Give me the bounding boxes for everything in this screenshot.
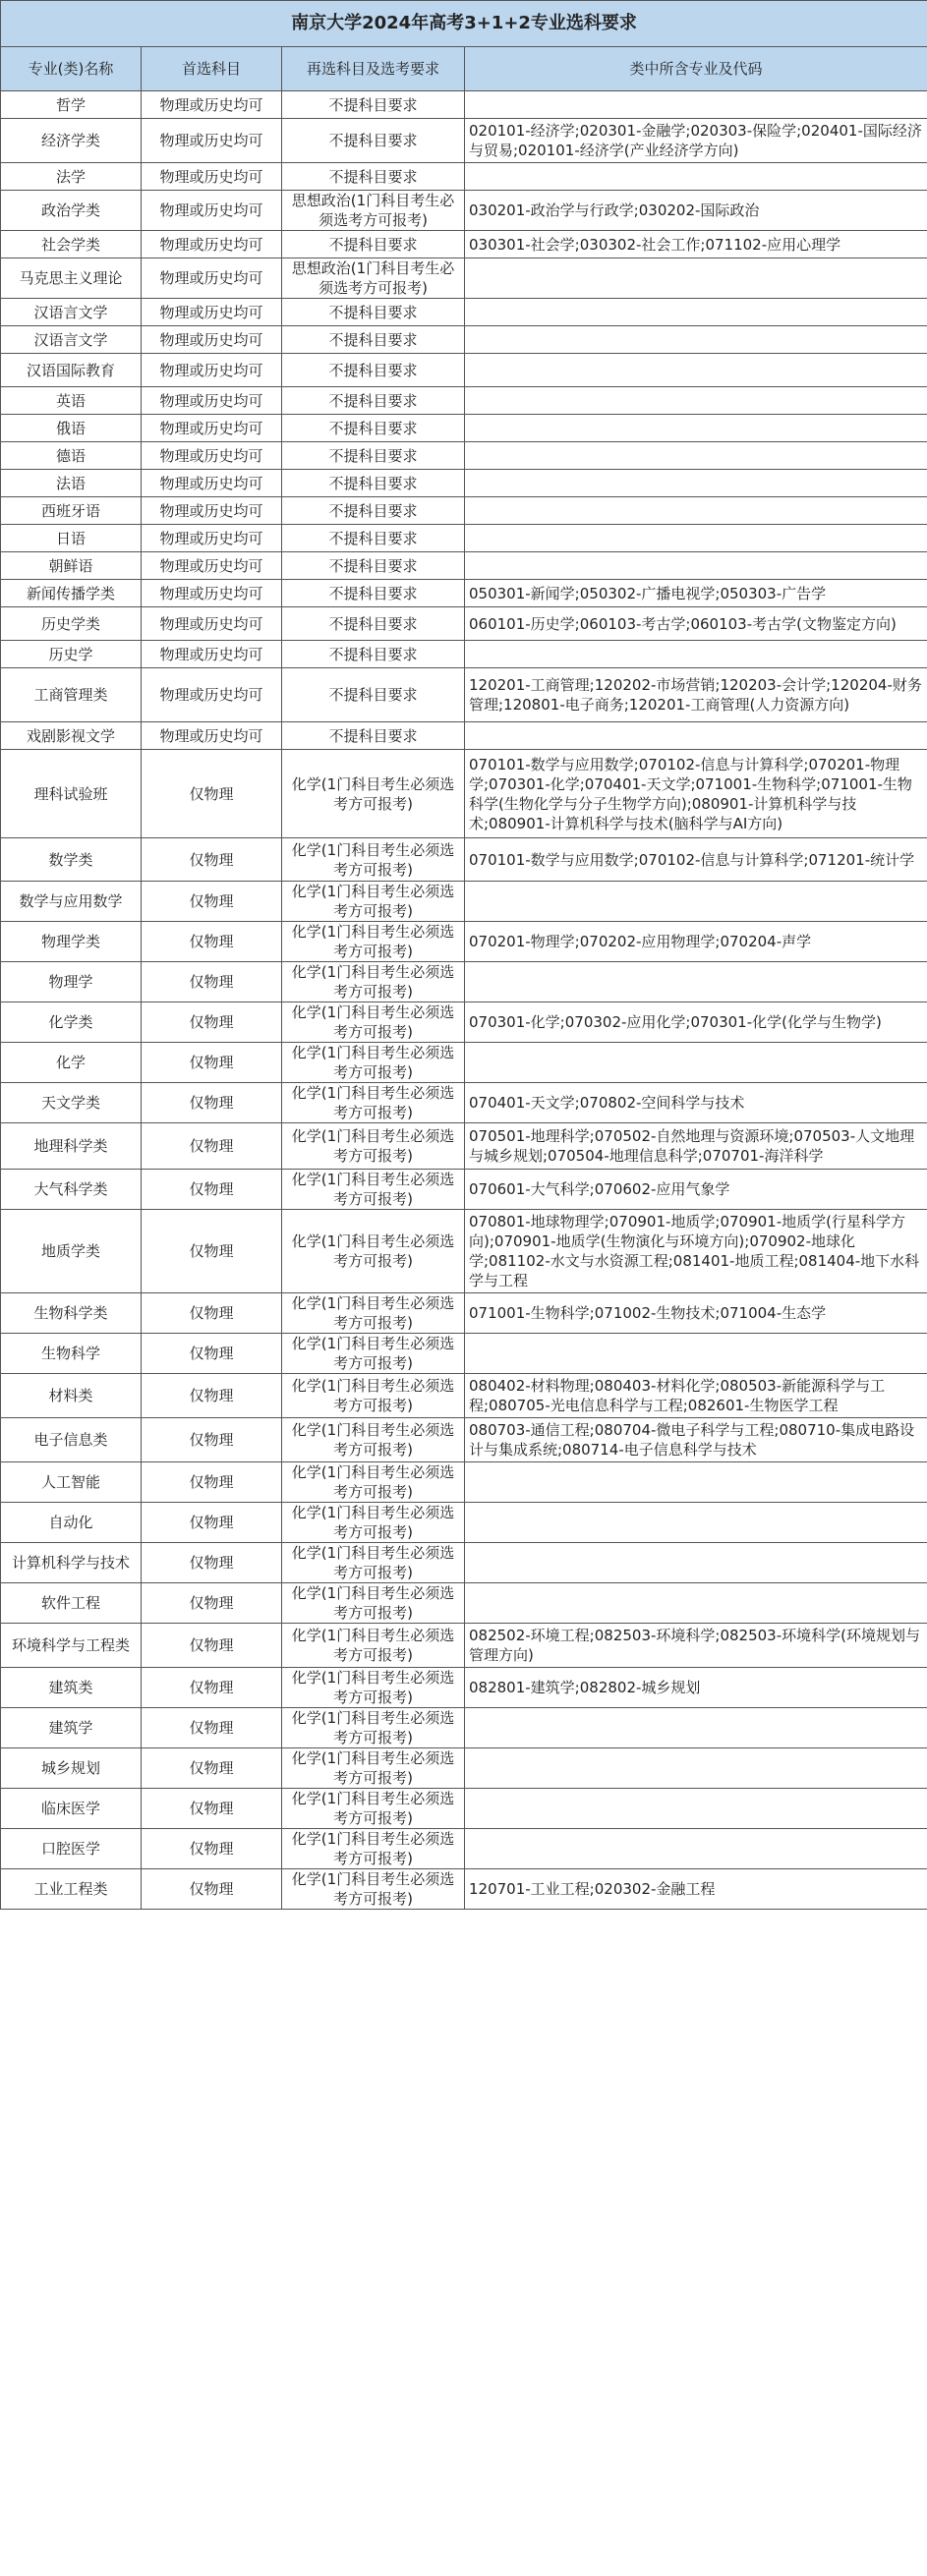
major-name-cell: 数学与应用数学 [1, 882, 142, 922]
major-name-cell: 天文学类 [1, 1083, 142, 1123]
second-subject-cell: 化学(1门科目考生必须选考方可报考) [282, 1123, 465, 1170]
table-row [1, 580, 927, 607]
major-name-cell: 俄语 [1, 415, 142, 442]
major-name-cell: 数学类 [1, 838, 142, 882]
table-row [1, 415, 927, 442]
table-row [1, 882, 927, 922]
first-subject-cell: 仅物理 [142, 1043, 282, 1083]
table-row [1, 1170, 927, 1210]
table-row [1, 1002, 927, 1043]
second-subject-cell: 不提科目要求 [282, 641, 465, 668]
included-majors-cell [465, 552, 927, 580]
first-subject-cell: 物理或历史均可 [142, 231, 282, 258]
included-majors-cell [465, 962, 927, 1002]
table-row [1, 442, 927, 470]
included-majors-cell: 030301-社会学;030302-社会工作;071102-应用心理学 [465, 231, 927, 258]
second-subject-cell: 不提科目要求 [282, 231, 465, 258]
first-subject-cell: 仅物理 [142, 1869, 282, 1910]
table-row [1, 1748, 927, 1789]
second-subject-cell: 化学(1门科目考生必须选考方可报考) [282, 922, 465, 962]
second-subject-cell: 不提科目要求 [282, 525, 465, 552]
included-majors-cell [465, 1334, 927, 1374]
table-body [1, 91, 927, 1910]
included-majors-cell: 070101-数学与应用数学;070102-信息与计算科学;071201-统计学 [465, 838, 927, 882]
included-majors-cell [465, 1708, 927, 1748]
included-majors-cell [465, 1789, 927, 1829]
included-majors-cell: 020101-经济学;020301-金融学;020303-保险学;020401-国际经济与贸易;020101-经济学(产业经济学方向) [465, 119, 927, 163]
table-row [1, 1043, 927, 1083]
included-majors-cell [465, 415, 927, 442]
included-majors-cell [465, 1462, 927, 1503]
first-subject-cell: 仅物理 [142, 1503, 282, 1543]
table-row [1, 231, 927, 258]
included-majors-cell [465, 641, 927, 668]
table-row [1, 1334, 927, 1374]
major-name-cell: 生物科学类 [1, 1293, 142, 1334]
first-subject-cell: 物理或历史均可 [142, 442, 282, 470]
included-majors-cell [465, 299, 927, 326]
table-row [1, 838, 927, 882]
included-majors-cell [465, 497, 927, 525]
included-majors-cell: 060101-历史学;060103-考古学;060103-考古学(文物鉴定方向) [465, 607, 927, 641]
table-title: 南京大学2024年高考3+1+2专业选科要求 [1, 1, 927, 47]
included-majors-cell [465, 882, 927, 922]
second-subject-cell: 不提科目要求 [282, 387, 465, 415]
included-majors-cell [465, 1748, 927, 1789]
table-row [1, 722, 927, 750]
included-majors-cell [465, 442, 927, 470]
major-name-cell: 电子信息类 [1, 1418, 142, 1462]
column-header-second-subject: 再选科目及选考要求 [282, 47, 465, 91]
major-name-cell: 软件工程 [1, 1583, 142, 1624]
second-subject-cell: 化学(1门科目考生必须选考方可报考) [282, 1210, 465, 1293]
column-header-first-subject: 首选科目 [142, 47, 282, 91]
table-row [1, 354, 927, 387]
first-subject-cell: 物理或历史均可 [142, 668, 282, 722]
second-subject-cell: 化学(1门科目考生必须选考方可报考) [282, 1748, 465, 1789]
major-name-cell: 经济学类 [1, 119, 142, 163]
major-name-cell: 朝鲜语 [1, 552, 142, 580]
major-name-cell: 自动化 [1, 1503, 142, 1543]
included-majors-cell [465, 387, 927, 415]
first-subject-cell: 物理或历史均可 [142, 497, 282, 525]
major-name-cell: 环境科学与工程类 [1, 1624, 142, 1668]
first-subject-cell: 仅物理 [142, 1123, 282, 1170]
first-subject-cell: 物理或历史均可 [142, 191, 282, 231]
major-name-cell: 工商管理类 [1, 668, 142, 722]
table-row [1, 922, 927, 962]
table-row [1, 91, 927, 119]
table-row [1, 1210, 927, 1293]
table-row [1, 750, 927, 838]
major-name-cell: 物理学 [1, 962, 142, 1002]
second-subject-cell: 化学(1门科目考生必须选考方可报考) [282, 1829, 465, 1869]
column-header-included-majors: 类中所含专业及代码 [465, 47, 927, 91]
table-row [1, 258, 927, 299]
first-subject-cell: 仅物理 [142, 1462, 282, 1503]
first-subject-cell: 仅物理 [142, 838, 282, 882]
major-name-cell: 英语 [1, 387, 142, 415]
major-name-cell: 新闻传播学类 [1, 580, 142, 607]
major-name-cell: 大气科学类 [1, 1170, 142, 1210]
included-majors-cell [465, 91, 927, 119]
first-subject-cell: 物理或历史均可 [142, 415, 282, 442]
included-majors-cell: 070201-物理学;070202-应用物理学;070204-声学 [465, 922, 927, 962]
second-subject-cell: 思想政治(1门科目考生必须选考方可报考) [282, 258, 465, 299]
first-subject-cell: 仅物理 [142, 750, 282, 838]
second-subject-cell: 化学(1门科目考生必须选考方可报考) [282, 1043, 465, 1083]
included-majors-cell [465, 1503, 927, 1543]
second-subject-cell: 不提科目要求 [282, 91, 465, 119]
first-subject-cell: 物理或历史均可 [142, 387, 282, 415]
second-subject-cell: 化学(1门科目考生必须选考方可报考) [282, 1462, 465, 1503]
major-name-cell: 化学类 [1, 1002, 142, 1043]
table-row [1, 1418, 927, 1462]
table-row [1, 1374, 927, 1418]
second-subject-cell: 思想政治(1门科目考生必须选考方可报考) [282, 191, 465, 231]
included-majors-cell [465, 354, 927, 387]
included-majors-cell [465, 1043, 927, 1083]
table-row [1, 1869, 927, 1910]
table-row [1, 1708, 927, 1748]
major-name-cell: 法学 [1, 163, 142, 191]
second-subject-cell: 化学(1门科目考生必须选考方可报考) [282, 1418, 465, 1462]
first-subject-cell: 仅物理 [142, 1083, 282, 1123]
second-subject-cell: 化学(1门科目考生必须选考方可报考) [282, 1293, 465, 1334]
included-majors-cell [465, 1829, 927, 1869]
first-subject-cell: 物理或历史均可 [142, 470, 282, 497]
table-row [1, 962, 927, 1002]
second-subject-cell: 化学(1门科目考生必须选考方可报考) [282, 882, 465, 922]
first-subject-cell: 仅物理 [142, 1624, 282, 1668]
second-subject-cell: 不提科目要求 [282, 326, 465, 354]
included-majors-cell: 070101-数学与应用数学;070102-信息与计算科学;070201-物理学;070301-化学;070401-天文学;071001-生物科学;071001-生物科学(生物化学与分子生物学方向);080901-计算机科学与技术;080901-计算机科学与技术(脑科学与AI方向) [465, 750, 927, 838]
major-name-cell: 口腔医学 [1, 1829, 142, 1869]
table-row [1, 191, 927, 231]
major-name-cell: 法语 [1, 470, 142, 497]
included-majors-cell: 030201-政治学与行政学;030202-国际政治 [465, 191, 927, 231]
major-name-cell: 汉语国际教育 [1, 354, 142, 387]
second-subject-cell: 不提科目要求 [282, 163, 465, 191]
first-subject-cell: 物理或历史均可 [142, 326, 282, 354]
table-row [1, 552, 927, 580]
first-subject-cell: 物理或历史均可 [142, 641, 282, 668]
second-subject-cell: 化学(1门科目考生必须选考方可报考) [282, 1170, 465, 1210]
included-majors-cell [465, 1543, 927, 1583]
included-majors-cell: 070501-地理科学;070502-自然地理与资源环境;070503-人文地理与城乡规划;070504-地理信息科学;070701-海洋科学 [465, 1123, 927, 1170]
included-majors-cell [465, 258, 927, 299]
first-subject-cell: 物理或历史均可 [142, 299, 282, 326]
major-name-cell: 计算机科学与技术 [1, 1543, 142, 1583]
first-subject-cell: 仅物理 [142, 1374, 282, 1418]
second-subject-cell: 不提科目要求 [282, 497, 465, 525]
major-name-cell: 日语 [1, 525, 142, 552]
second-subject-cell: 化学(1门科目考生必须选考方可报考) [282, 1543, 465, 1583]
included-majors-cell: 071001-生物科学;071002-生物技术;071004-生态学 [465, 1293, 927, 1334]
table-row [1, 1462, 927, 1503]
first-subject-cell: 仅物理 [142, 1210, 282, 1293]
table-row [1, 1543, 927, 1583]
table-row [1, 1668, 927, 1708]
table-row [1, 387, 927, 415]
first-subject-cell: 物理或历史均可 [142, 91, 282, 119]
first-subject-cell: 仅物理 [142, 962, 282, 1002]
included-majors-cell: 082801-建筑学;082802-城乡规划 [465, 1668, 927, 1708]
second-subject-cell: 化学(1门科目考生必须选考方可报考) [282, 1789, 465, 1829]
included-majors-cell: 070801-地球物理学;070901-地质学;070901-地质学(行星科学方向);070901-地质学(生物演化与环境方向);070902-地球化学;081102-水文与水资源工程;081401-地质工程;081404-地下水科学与工程 [465, 1210, 927, 1293]
table-row [1, 1083, 927, 1123]
first-subject-cell: 仅物理 [142, 1334, 282, 1374]
second-subject-cell: 化学(1门科目考生必须选考方可报考) [282, 1083, 465, 1123]
first-subject-cell: 物理或历史均可 [142, 163, 282, 191]
first-subject-cell: 仅物理 [142, 1170, 282, 1210]
second-subject-cell: 化学(1门科目考生必须选考方可报考) [282, 1668, 465, 1708]
major-name-cell: 汉语言文学 [1, 326, 142, 354]
included-majors-cell [465, 722, 927, 750]
second-subject-cell: 化学(1门科目考生必须选考方可报考) [282, 1334, 465, 1374]
first-subject-cell: 仅物理 [142, 1293, 282, 1334]
major-name-cell: 化学 [1, 1043, 142, 1083]
included-majors-cell: 070601-大气科学;070602-应用气象学 [465, 1170, 927, 1210]
table-row [1, 326, 927, 354]
major-name-cell: 生物科学 [1, 1334, 142, 1374]
major-name-cell: 理科试验班 [1, 750, 142, 838]
major-name-cell: 临床医学 [1, 1789, 142, 1829]
second-subject-cell: 不提科目要求 [282, 668, 465, 722]
included-majors-cell: 050301-新闻学;050302-广播电视学;050303-广告学 [465, 580, 927, 607]
first-subject-cell: 仅物理 [142, 1708, 282, 1748]
table-row [1, 525, 927, 552]
major-name-cell: 西班牙语 [1, 497, 142, 525]
table-row [1, 1789, 927, 1829]
second-subject-cell: 化学(1门科目考生必须选考方可报考) [282, 1708, 465, 1748]
table-row [1, 119, 927, 163]
first-subject-cell: 仅物理 [142, 1583, 282, 1624]
major-name-cell: 政治学类 [1, 191, 142, 231]
major-name-cell: 戏剧影视文学 [1, 722, 142, 750]
first-subject-cell: 物理或历史均可 [142, 525, 282, 552]
included-majors-cell: 082502-环境工程;082503-环境科学;082503-环境科学(环境规划与管理方向) [465, 1624, 927, 1668]
second-subject-cell: 不提科目要求 [282, 607, 465, 641]
major-name-cell: 社会学类 [1, 231, 142, 258]
major-name-cell: 德语 [1, 442, 142, 470]
included-majors-cell [465, 163, 927, 191]
second-subject-cell: 化学(1门科目考生必须选考方可报考) [282, 1002, 465, 1043]
included-majors-cell: 070401-天文学;070802-空间科学与技术 [465, 1083, 927, 1123]
included-majors-cell: 070301-化学;070302-应用化学;070301-化学(化学与生物学) [465, 1002, 927, 1043]
header-row [1, 47, 927, 91]
included-majors-cell: 080703-通信工程;080704-微电子科学与工程;080710-集成电路设计与集成系统;080714-电子信息科学与技术 [465, 1418, 927, 1462]
major-name-cell: 材料类 [1, 1374, 142, 1418]
table-row [1, 668, 927, 722]
second-subject-cell: 化学(1门科目考生必须选考方可报考) [282, 838, 465, 882]
table-row [1, 470, 927, 497]
first-subject-cell: 物理或历史均可 [142, 607, 282, 641]
second-subject-cell: 不提科目要求 [282, 552, 465, 580]
included-majors-cell [465, 525, 927, 552]
first-subject-cell: 仅物理 [142, 1789, 282, 1829]
major-name-cell: 建筑类 [1, 1668, 142, 1708]
table-row [1, 1829, 927, 1869]
second-subject-cell: 不提科目要求 [282, 415, 465, 442]
second-subject-cell: 化学(1门科目考生必须选考方可报考) [282, 1503, 465, 1543]
first-subject-cell: 物理或历史均可 [142, 722, 282, 750]
first-subject-cell: 物理或历史均可 [142, 354, 282, 387]
table-row [1, 1624, 927, 1668]
first-subject-cell: 仅物理 [142, 1418, 282, 1462]
major-name-cell: 城乡规划 [1, 1748, 142, 1789]
table-row [1, 1123, 927, 1170]
second-subject-cell: 化学(1门科目考生必须选考方可报考) [282, 1374, 465, 1418]
first-subject-cell: 仅物理 [142, 1748, 282, 1789]
first-subject-cell: 仅物理 [142, 1829, 282, 1869]
table-row [1, 1293, 927, 1334]
first-subject-cell: 仅物理 [142, 1543, 282, 1583]
first-subject-cell: 仅物理 [142, 1668, 282, 1708]
column-header-major-name: 专业(类)名称 [1, 47, 142, 91]
second-subject-cell: 不提科目要求 [282, 354, 465, 387]
second-subject-cell: 化学(1门科目考生必须选考方可报考) [282, 1583, 465, 1624]
table-row [1, 607, 927, 641]
first-subject-cell: 物理或历史均可 [142, 580, 282, 607]
major-name-cell: 马克思主义理论 [1, 258, 142, 299]
table-row [1, 163, 927, 191]
second-subject-cell: 化学(1门科目考生必须选考方可报考) [282, 750, 465, 838]
major-name-cell: 地质学类 [1, 1210, 142, 1293]
table-row [1, 497, 927, 525]
second-subject-cell: 不提科目要求 [282, 442, 465, 470]
second-subject-cell: 不提科目要求 [282, 119, 465, 163]
second-subject-cell: 不提科目要求 [282, 299, 465, 326]
included-majors-cell [465, 326, 927, 354]
major-name-cell: 历史学 [1, 641, 142, 668]
included-majors-cell [465, 1583, 927, 1624]
major-name-cell: 历史学类 [1, 607, 142, 641]
major-name-cell: 人工智能 [1, 1462, 142, 1503]
included-majors-cell: 120201-工商管理;120202-市场营销;120203-会计学;120204-财务管理;120801-电子商务;120201-工商管理(人力资源方向) [465, 668, 927, 722]
second-subject-cell: 化学(1门科目考生必须选考方可报考) [282, 962, 465, 1002]
second-subject-cell: 不提科目要求 [282, 470, 465, 497]
table-row [1, 1583, 927, 1624]
major-name-cell: 汉语言文学 [1, 299, 142, 326]
first-subject-cell: 物理或历史均可 [142, 258, 282, 299]
major-name-cell: 工业工程类 [1, 1869, 142, 1910]
first-subject-cell: 仅物理 [142, 882, 282, 922]
second-subject-cell: 不提科目要求 [282, 722, 465, 750]
table-row [1, 299, 927, 326]
major-name-cell: 建筑学 [1, 1708, 142, 1748]
major-name-cell: 哲学 [1, 91, 142, 119]
major-name-cell: 地理科学类 [1, 1123, 142, 1170]
first-subject-cell: 物理或历史均可 [142, 119, 282, 163]
table-row [1, 641, 927, 668]
second-subject-cell: 化学(1门科目考生必须选考方可报考) [282, 1624, 465, 1668]
second-subject-cell: 化学(1门科目考生必须选考方可报考) [282, 1869, 465, 1910]
first-subject-cell: 物理或历史均可 [142, 552, 282, 580]
included-majors-cell: 080402-材料物理;080403-材料化学;080503-新能源科学与工程;080705-光电信息科学与工程;082601-生物医学工程 [465, 1374, 927, 1418]
first-subject-cell: 仅物理 [142, 1002, 282, 1043]
second-subject-cell: 不提科目要求 [282, 580, 465, 607]
included-majors-cell: 120701-工业工程;020302-金融工程 [465, 1869, 927, 1910]
major-name-cell: 物理学类 [1, 922, 142, 962]
included-majors-cell [465, 470, 927, 497]
first-subject-cell: 仅物理 [142, 922, 282, 962]
table-row [1, 1503, 927, 1543]
